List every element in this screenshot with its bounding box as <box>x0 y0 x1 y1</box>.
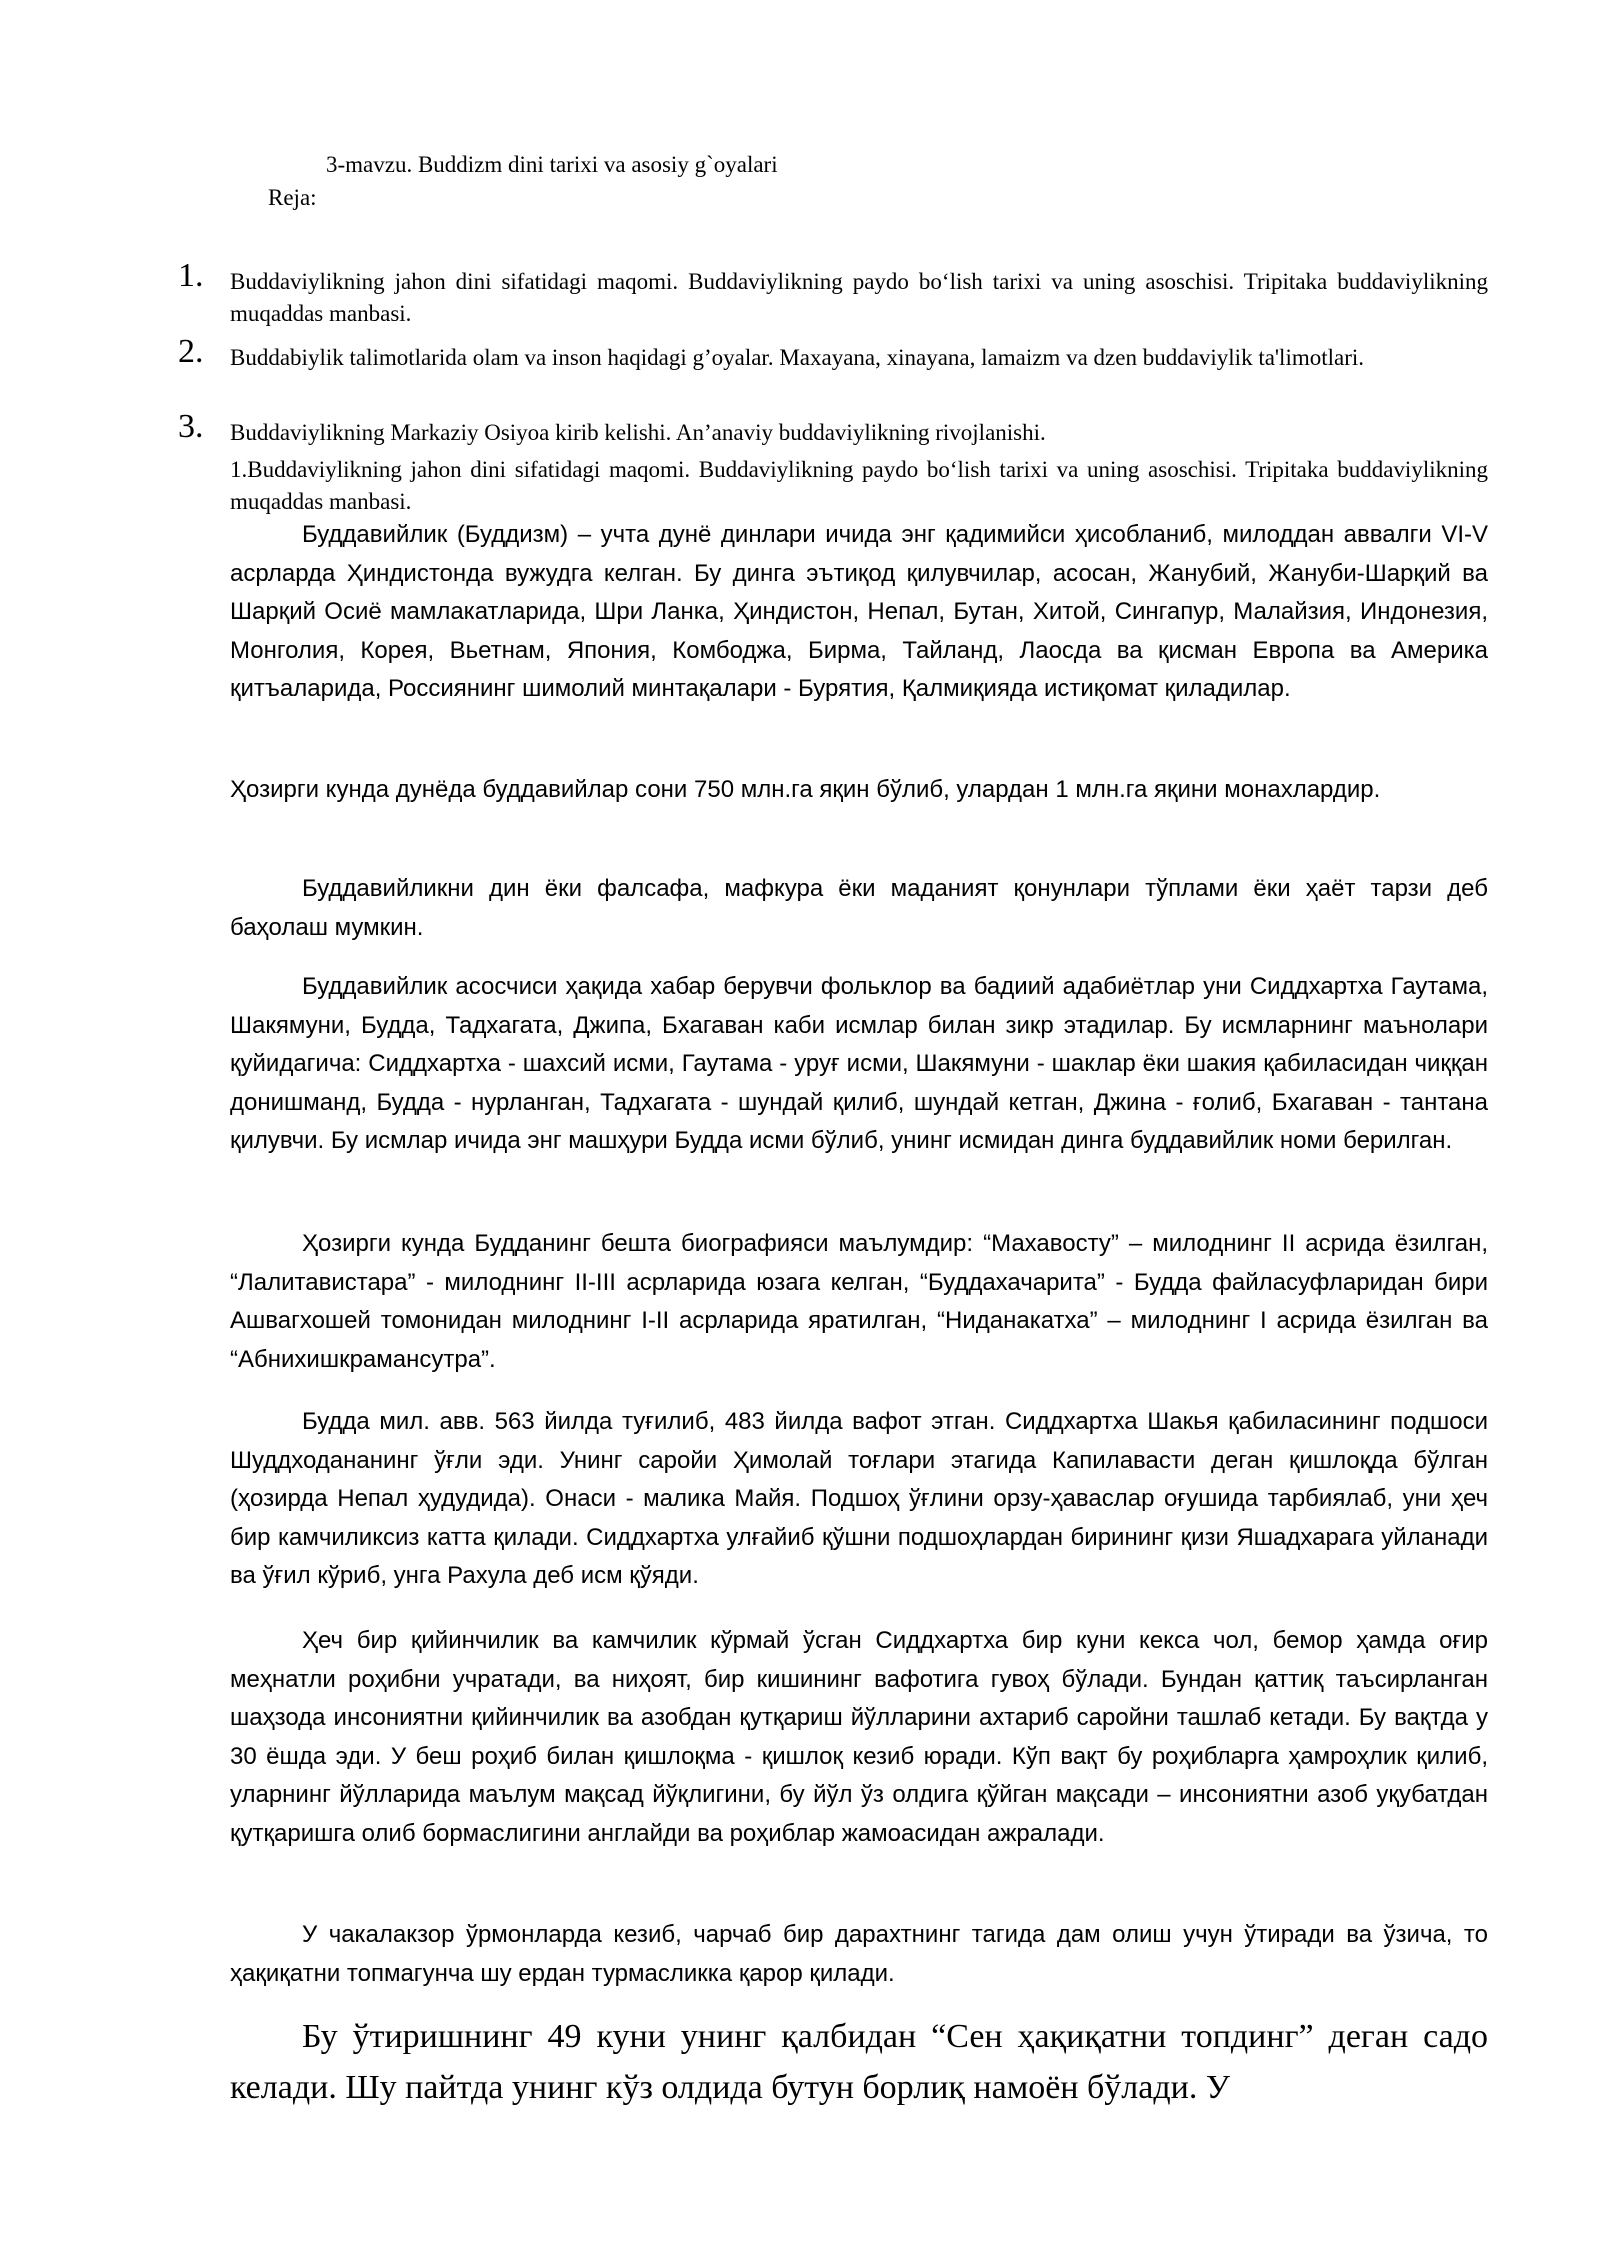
paragraph: У чакалакзор ўрмонларда кезиб, чарчаб бир дарахтнинг тагида дам олиш учун ўтиради ва ўзича, то ҳақиқатни топмагунча шу ердан турмасликка қарор қилади. <box>230 1921 1488 1987</box>
plan-label: Reja: <box>268 185 317 210</box>
section-heading: 1.Buddaviylikning jahon dini sifatidagi maqomi. Buddaviylikning paydo bo‘lish tarixi va uning asoschisi. Tripitaka buddaviylikning muqaddas manbasi. <box>230 457 1488 514</box>
plan-text: Buddabiylik talimotlarida olam va inson haqidagi g’oyalar. Maxayana, xinayana, lamaizm va dzen buddaviylik ta'limotlari. <box>230 345 1365 370</box>
plan-text: Buddaviylikning jahon dini sifatidagi maqomi. Buddaviylikning paydo bo‘lish tarixi va uning asoschisi. Tripitaka buddaviylikning muqaddas manbasi. <box>230 269 1488 326</box>
paragraph: Буддавийликни дин ёки фалсафа, мафкура ёки маданият қонунлари тўплами ёки ҳаёт тарзи деб баҳолаш мумкин. <box>230 875 1488 941</box>
paragraph: Будда мил. авв. 563 йилда туғилиб, 483 йилда вафот этган. Сиддхартха Шакья қабиласининг подшоси Шуддходананинг ўғли эди. Унинг саройи Ҳимолай тоғлари этагида Капилавасти деган қишлоқда бўлган (ҳозирда Непал ҳудудида). Онаси - малика Майя. Подшоҳ ўғлини орзу-ҳаваслар оғушида тарбиялаб, уни ҳеч бир камчиликсиз катта қилади. Сиддхартха улғайиб қўшни подшоҳлардан бирининг қизи Яшадхарага уйланади ва ўғил кўриб, унга Рахула деб исм қўяди. <box>230 1408 1488 1590</box>
paragraph: Ҳозирги кунда дунёда буддавийлар сони 750 млн.га яқин бўлиб, улардан 1 млн.га яқини монахлардир. <box>230 776 1381 803</box>
plan-number: 2. <box>178 333 204 370</box>
plan-number: 1. <box>178 257 204 294</box>
paragraph: Буддавийлик (Буддизм) – учта дунё динлари ичида энг қадимийси ҳисобланиб, милоддан аввалги VI-V асрларда Ҳиндистонда вужудга келган. Бу динга эътиқод қилувчилар, асосан, Жанубий, Жануби-Шарқий ва Шарқий Осиё мамлакатларида, Шри Ланка, Ҳиндистон, Непал, Бутан, Хитой, Сингапур, Малайзия, Индонезия, Монголия, Корея, Вьетнам, Япония, Комбоджа, Бирма, Тайланд, Лаосда ва қисман Европа ва Америка қитъаларида, Россиянинг шимолий минтақалари - Бурятия, Қалмиқияда истиқомат қиладилар. <box>230 521 1488 703</box>
paragraph: Ҳозирги кунда Будданинг бешта биографияси маълумдир: “Махавосту” – милоднинг II асрида ёзилган, “Лалитавистара” - милоднинг II-III асрларида юзага келган, “Буддахачарита” - Будда файласуфларидан бири Ашвагхошей томонидан милоднинг I-II асрларида яратилган, “Ниданакатха” – милоднинг I асрида ёзилган ва “Абнихишкрамансутра”. <box>230 1230 1489 1373</box>
paragraph-large: Бу ўтиришнинг 49 куни унинг қалбидан “Сен ҳақиқатни топдинг” деган садо келади. Шу пайтда унинг кўз олдида бутун борлиқ намоён бўлади. У <box>230 2018 1488 2106</box>
plan-text: Buddaviylikning Markaziy Osiyoa kirib kelishi. An’anaviy buddaviylikning rivojlanishi. <box>230 420 1046 445</box>
plan-number: 3. <box>178 408 204 445</box>
document-title: 3-mavzu. Buddizm dini tarixi va asosiy g`oyalari <box>326 152 778 177</box>
paragraph: Ҳеч бир қийинчилик ва камчилик кўрмай ўсган Сиддхартха бир куни кекса чол, бемор ҳамда оғир меҳнатли роҳибни учратади, ва ниҳоят, бир кишининг вафотига гувоҳ бўлади. Бундан қаттиқ таъсирланган шаҳзода инсониятни қийинчилик ва азобдан қутқариш йўлларини ахтариб саройни ташлаб кетади. Бу вақтда у 30 ёшда эди. У беш роҳиб билан қишлоқма - қишлоқ кезиб юради. Кўп вақт бу роҳибларга ҳамроҳлик қилиб, уларнинг йўлларида маълум мақсад йўқлигини, бу йўл ўз олдига қўйган мақсади – инсониятни азоб уқубатдан қутқаришга олиб бормаслигини англайди ва роҳиблар жамоасидан ажралади. <box>230 1627 1488 1847</box>
paragraph: Буддавийлик асосчиси ҳақида хабар берувчи фольклор ва бадиий адабиётлар уни Сиддхартха Гаутама, Шакямуни, Будда, Тадхагата, Джипа, Бхагаван каби исмлар билан зикр этадилар. Бу исмларнинг маънолари қуйидагича: Сиддхартха - шахсий исми, Гаутама - уруғ исми, Шакямуни - шаклар ёки шакия қабиласидан чиққан донишманд, Будда - нурланган, Тадхагата - шундай қилиб, шундай кетган, Джина - ғолиб, Бхагаван - тантана қилувчи. Бу исмлар ичида энг машҳури Будда исми бўлиб, унинг исмидан динга буддавийлик номи берилган. <box>230 973 1488 1155</box>
